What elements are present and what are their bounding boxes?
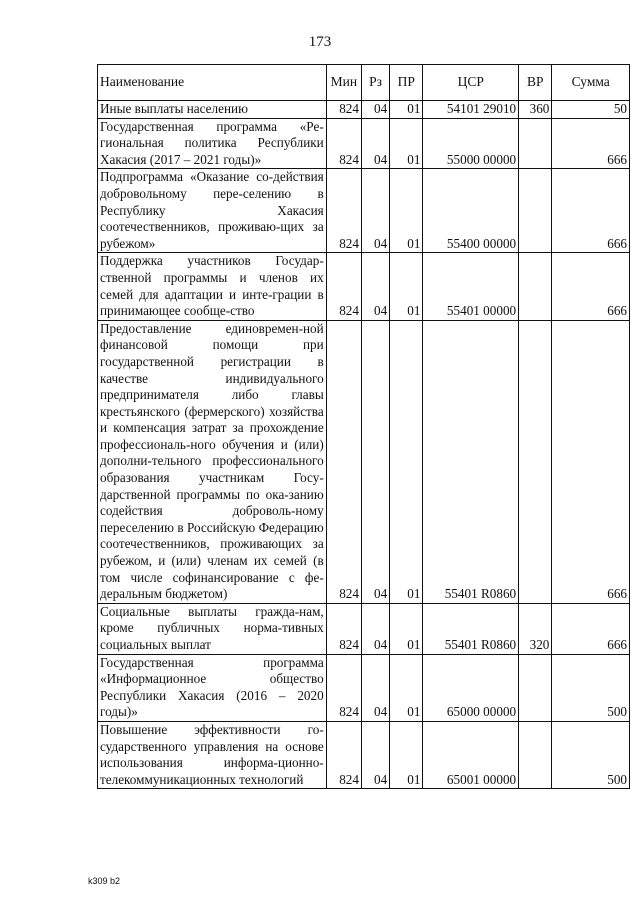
row-pr: 01 [390,721,423,788]
row-sum: 50 [552,101,630,119]
row-csr: 55400 00000 [423,169,519,253]
header-csr: ЦСР [423,65,519,101]
row-pr: 01 [390,603,423,654]
table-row [98,253,630,320]
row-pr: 01 [390,253,423,320]
row-name: Поддержка участников Государ-ственной программы и членов их семей для адаптации и инте-грации в принимающее сообще-ство [98,253,327,320]
header-name: Наименование [98,65,327,101]
row-sum: 666 [552,320,630,603]
row-min: 824 [326,721,361,788]
header-min: Мин [326,65,361,101]
row-min: 824 [326,118,361,169]
row-pr: 01 [390,101,423,119]
header-sum: Сумма [552,65,630,101]
table-header-row [98,65,630,101]
row-name: Повышение эффективности го-сударственного управления на основе использования информа-ционно-телекоммуникационных технологий [98,721,327,788]
budget-table [97,64,630,789]
row-vr [519,118,552,169]
table-row [98,101,630,119]
row-vr [519,721,552,788]
table-row [98,654,630,721]
row-vr [519,320,552,603]
row-vr: 360 [519,101,552,119]
row-min: 824 [326,253,361,320]
row-sum: 666 [552,253,630,320]
row-rz: 04 [361,118,389,169]
row-rz: 04 [361,320,389,603]
row-rz: 04 [361,603,389,654]
row-csr: 55401 R0860 [423,320,519,603]
header-vr: ВР [519,65,552,101]
row-min: 824 [326,603,361,654]
row-name: Государственная программа «Информационное общество Республики Хакасия (2016 – 2020 годы)» [98,654,327,721]
header-pr: ПР [390,65,423,101]
row-min: 824 [326,101,361,119]
footer-code: k309 b2 [88,876,121,886]
row-csr: 65000 00000 [423,654,519,721]
row-name: Предоставление единовремен-ной финансовой помощи при государственной регистрации в качестве индивидуального предпринимателя либо главы крестьянского (фермерского) хозяйства и компенсация затрат за прохождение профессиональ-ного обучения и (или) дополни-тельного профессионального образования участникам Госу-дарственной программы по ока-занию содействия доброволь-ному переселению в Российскую Федерацию соотечественников, проживающих за рубежом, и (или) членам их семей (в том числе софинансирование с фе-деральным бюджетом) [98,320,327,603]
table-row [98,320,630,603]
row-sum: 500 [552,721,630,788]
row-sum: 666 [552,169,630,253]
row-sum: 666 [552,603,630,654]
row-min: 824 [326,169,361,253]
table-row [98,118,630,169]
row-rz: 04 [361,721,389,788]
row-rz: 04 [361,101,389,119]
table-row [98,169,630,253]
row-csr: 54101 29010 [423,101,519,119]
row-vr [519,253,552,320]
row-pr: 01 [390,654,423,721]
row-pr: 01 [390,320,423,603]
row-rz: 04 [361,253,389,320]
table-row [98,721,630,788]
row-pr: 01 [390,118,423,169]
row-name: Государственная программа «Ре-гиональная политика Республики Хакасия (2017 – 2021 годы)» [98,118,327,169]
row-min: 824 [326,320,361,603]
row-csr: 55401 00000 [423,253,519,320]
row-rz: 04 [361,654,389,721]
page-number: 173 [308,34,332,50]
row-sum: 666 [552,118,630,169]
row-csr: 65001 00000 [423,721,519,788]
row-min: 824 [326,654,361,721]
row-vr [519,654,552,721]
row-pr: 01 [390,169,423,253]
row-sum: 500 [552,654,630,721]
row-vr: 320 [519,603,552,654]
row-name: Иные выплаты населению [98,101,327,119]
row-name: Подпрограмма «Оказание со-действия добровольному пере-селению в Республику Хакасия соотечественников, проживаю-щих за рубежом» [98,169,327,253]
row-name: Социальные выплаты гражда-нам, кроме публичных норма-тивных социальных выплат [98,603,327,654]
row-csr: 55000 00000 [423,118,519,169]
row-vr [519,169,552,253]
table-row [98,603,630,654]
row-rz: 04 [361,169,389,253]
row-csr: 55401 R0860 [423,603,519,654]
header-rz: Рз [361,65,389,101]
